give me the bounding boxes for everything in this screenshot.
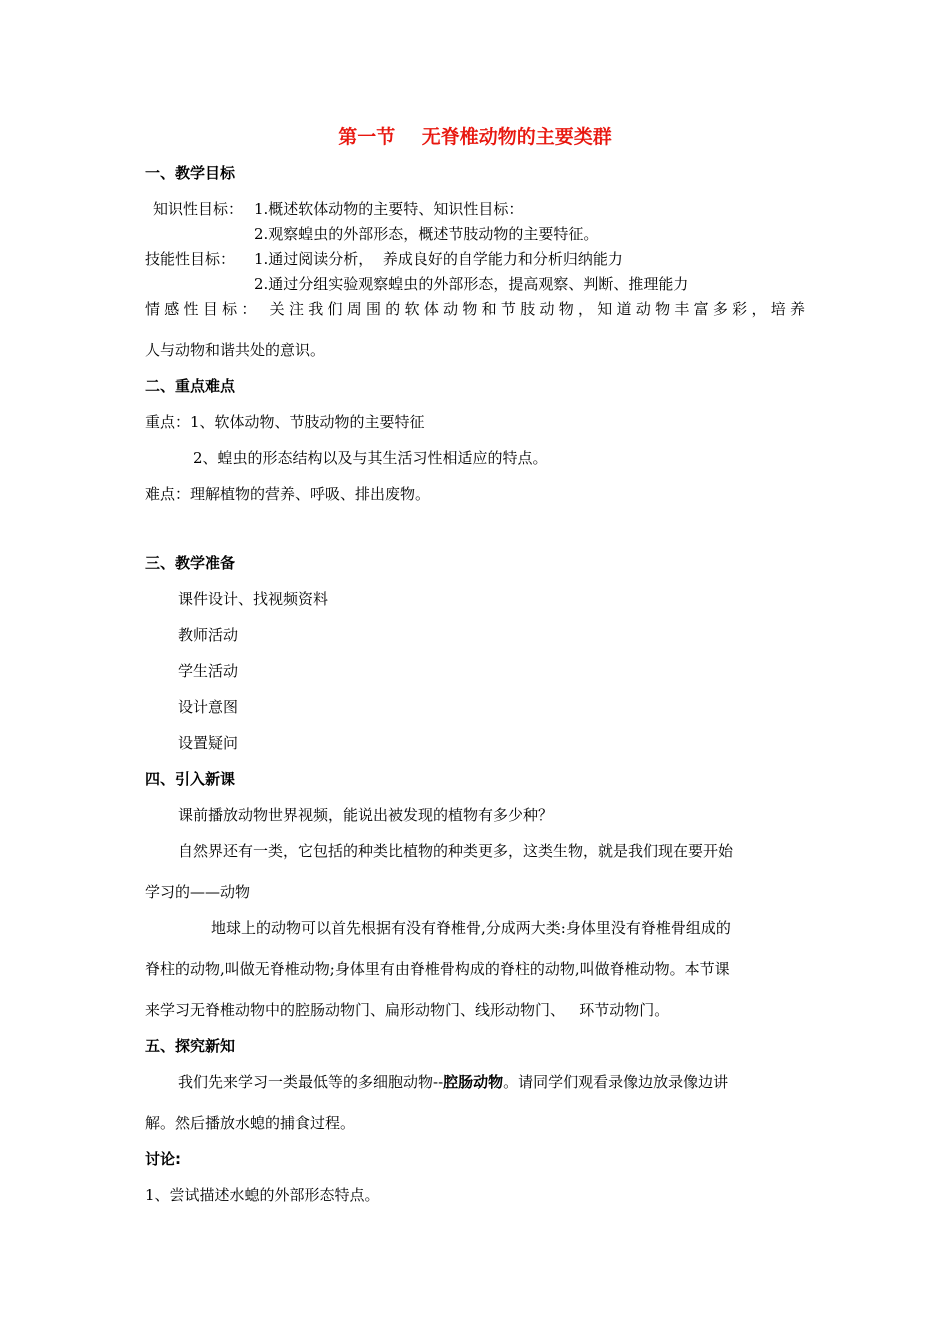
explore-text-pre: 我们先来学习一类最低等的多细胞动物-- (178, 1073, 444, 1091)
skill-goal-1: 1.通过阅读分析， 养成良好的自学能力和分析归纳能力 (254, 250, 623, 268)
intro-paragraph-3-line-1: 地球上的动物可以首先根据有没有脊椎骨,分成两大类:身体里没有脊椎骨组成的 (211, 919, 731, 937)
skill-goal-2: 2.通过分组实验观察蝗虫的外部形态，提高观察、判断、推理能力 (254, 275, 689, 293)
intro-paragraph-1: 课前播放动物世界视频，能说出被发现的植物有多少种？ (178, 806, 554, 824)
explore-paragraph-line-2: 解。然后播放水螅的捕食过程。 (145, 1114, 356, 1132)
prep-item: 教师活动 (178, 626, 239, 644)
key-point-1: 重点：1、软体动物、节肢动物的主要特征 (145, 413, 425, 431)
knowledge-goal-2: 2.观察蝗虫的外部形态，概述节肢动物的主要特征。 (254, 225, 599, 243)
key-point-2: 2、蝗虫的形态结构以及与其生活习性相适应的特点。 (193, 449, 548, 467)
section-1-heading: 一、教学目标 (145, 164, 236, 182)
explore-paragraph-line-1 (178, 1072, 728, 1092)
section-3-heading: 三、教学准备 (145, 554, 236, 572)
discussion-question-1: 1、尝试描述水螅的外部形态特点。 (145, 1186, 380, 1204)
prep-item: 设置疑问 (178, 734, 239, 752)
explore-text-post: 。请同学们观看录像边放录像边讲 (503, 1073, 729, 1091)
prep-item: 课件设计、找视频资料 (178, 590, 329, 608)
prep-item: 学生活动 (178, 662, 239, 680)
skill-goal-label: 技能性目标： (145, 250, 236, 268)
knowledge-goal-1: 1.概述软体动物的主要特、知识性目标： (254, 200, 524, 218)
prep-item: 设计意图 (178, 698, 239, 716)
discussion-heading: 讨论: (145, 1150, 181, 1168)
coelenterate-term: 腔肠动物 (443, 1073, 504, 1091)
intro-paragraph-3-line-3: 来学习无脊椎动物中的腔肠动物门、扁形动物门、线形动物门、 环节动物门。 (145, 1001, 670, 1019)
intro-paragraph-2-line-1: 自然界还有一类，它包括的种类比植物的种类更多，这类生物，就是我们现在要开始 (178, 842, 734, 860)
emotion-goal-line-2: 人与动物和谐共处的意识。 (145, 341, 326, 359)
intro-paragraph-2-line-2: 学习的——动物 (145, 883, 251, 901)
difficulty-point: 难点：理解植物的营养、呼吸、排出废物。 (145, 485, 431, 503)
section-5-heading: 五、探究新知 (145, 1037, 236, 1055)
section-4-heading: 四、引入新课 (145, 770, 236, 788)
emotion-goal-line-1: 情感性目标： 关注我们周围的软体动物和节肢动物，知道动物丰富多彩，培养 (145, 300, 805, 318)
section-2-heading: 二、重点难点 (145, 377, 236, 395)
document-title: 第一节 无脊椎动物的主要类群 (338, 126, 612, 148)
knowledge-goal-label: 知识性目标： (153, 200, 244, 218)
intro-paragraph-3-line-2: 脊柱的动物,叫做无脊椎动物;身体里有由脊椎骨构成的脊柱的动物,叫做脊椎动物。本节课 (145, 960, 730, 978)
